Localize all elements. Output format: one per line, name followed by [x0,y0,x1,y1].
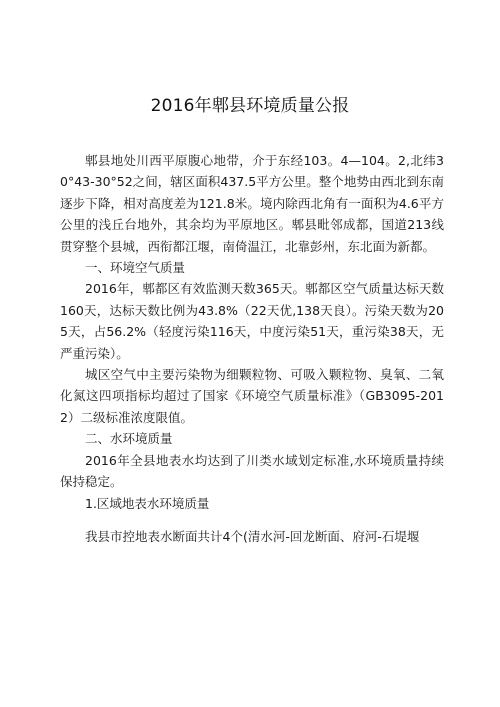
document-body [60,150,444,547]
document-title: 2016年郫县环境质量公报 [150,96,350,116]
section-heading-air: 一、环境空气质量 [85,260,186,276]
paragraph-water-summary: 2016年全县地表水均达到了川类水域划定标准,水环境质量持续保持稳定。 [60,452,444,490]
paragraph-overview: 郫县地处川西平原腹心地带，介于东经103。4—104。2,北纬30°43-30°52之间，辖区面积437.5平方公里。整个地势由西北到东南逐步下降，相对高度差为121.8米。境内除西北角有一面积为4.6平方公里的浅丘台地外，其余均为平原地区。郫县毗邻成都，国道213线贯穿整个县城，西衔都江堰，南倚温江，北靠彭州，东北面为新都。 [60,153,444,254]
section-heading-water: 二、水环境质量 [85,431,173,447]
subsection-heading-surface-water: 1.区域地表水环境质量 [85,495,210,511]
paragraph-surface-water: 我县市控地表水断面共计4个(清水河-回龙断面、府河-石堤堰 [85,528,420,544]
paragraph-air-days: 2016年，郫都区有效监测天数365天。郫都区空气质量达标天数160天，达标天数比例为43.8%（22天优,138天良）。污染天数为205天，占56.2%（轻度污染116天，中度污染51天，重污染38天，无严重污染）。 [60,281,444,361]
paragraph-air-pollutants: 城区空气中主要污染物为细颗粒物、可吸入颗粒物、臭氧、二氧化氮这四项指标均超过了国家《环境空气质量标准》（GB3095-2012）二级标准浓度限值。 [60,367,444,425]
